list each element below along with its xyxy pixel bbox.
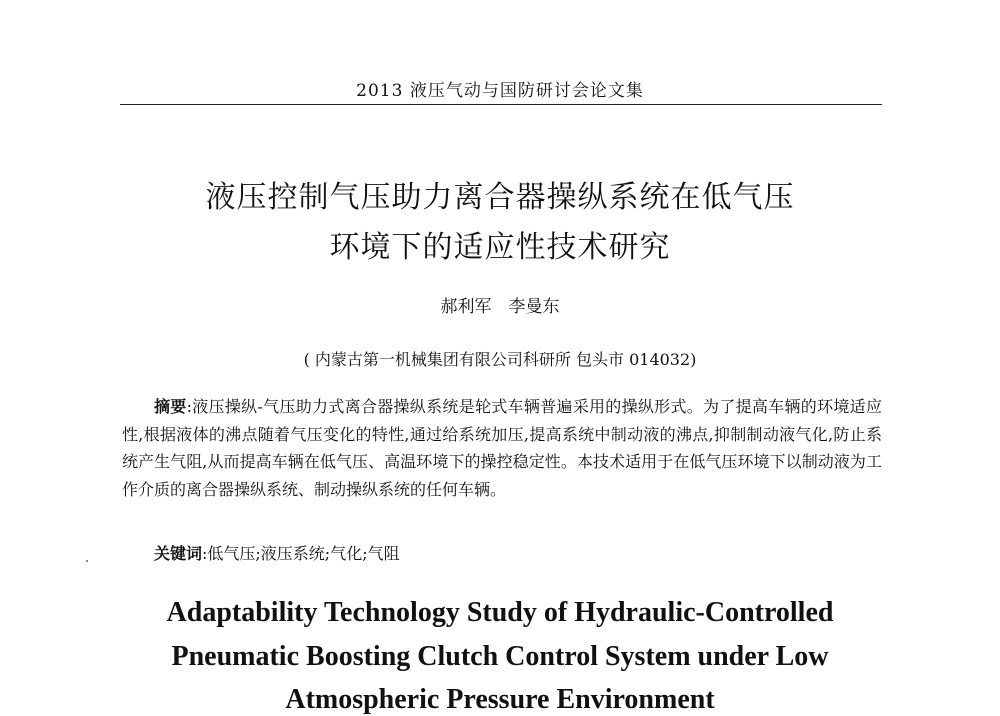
header-rule <box>120 104 882 105</box>
authors: 郝利军 李曼东 <box>440 297 560 317</box>
english-title-line-1: Adaptability Technology Study of Hydraulic-Controlled <box>166 597 834 628</box>
abstract-text: :液压操纵-气压助力式离合器操纵系统是轮式车辆普遍采用的操纵形式。为了提高车辆的环境适应性,根据液体的沸点随着气压变化的特性,通过给系统加压,提高系统中制动液的沸点,抑制制动液气化,防止系统产生气阻,从而提高车辆在低气压、高温环境下的操控稳定性。本技术适用于在低气压环境下以制动液为工作介质的离合器操纵系统、制动操纵系统的任何车辆。 <box>122 397 882 499</box>
abstract <box>122 393 882 503</box>
proceedings-header: 2013 液压气动与国防研讨会论文集 <box>356 81 644 101</box>
keywords-text: :低气压;液压系统;气化;气阻 <box>202 544 400 563</box>
abstract-label: 摘要 <box>154 397 187 416</box>
scan-speck <box>86 560 88 562</box>
chinese-title-line-1: 液压控制气压助力离合器操纵系统在低气压 <box>205 180 795 215</box>
chinese-title-line-2: 环境下的适应性技术研究 <box>329 230 671 265</box>
affiliation: ( 内蒙古第一机械集团有限公司科研所 包头市 014032) <box>303 350 697 369</box>
english-title-line-3: Atmospheric Pressure Environment <box>285 684 715 715</box>
keywords <box>154 541 400 564</box>
english-title-line-2: Pneumatic Boosting Clutch Control System under Low <box>171 641 829 672</box>
keywords-label: 关键词 <box>154 544 203 563</box>
